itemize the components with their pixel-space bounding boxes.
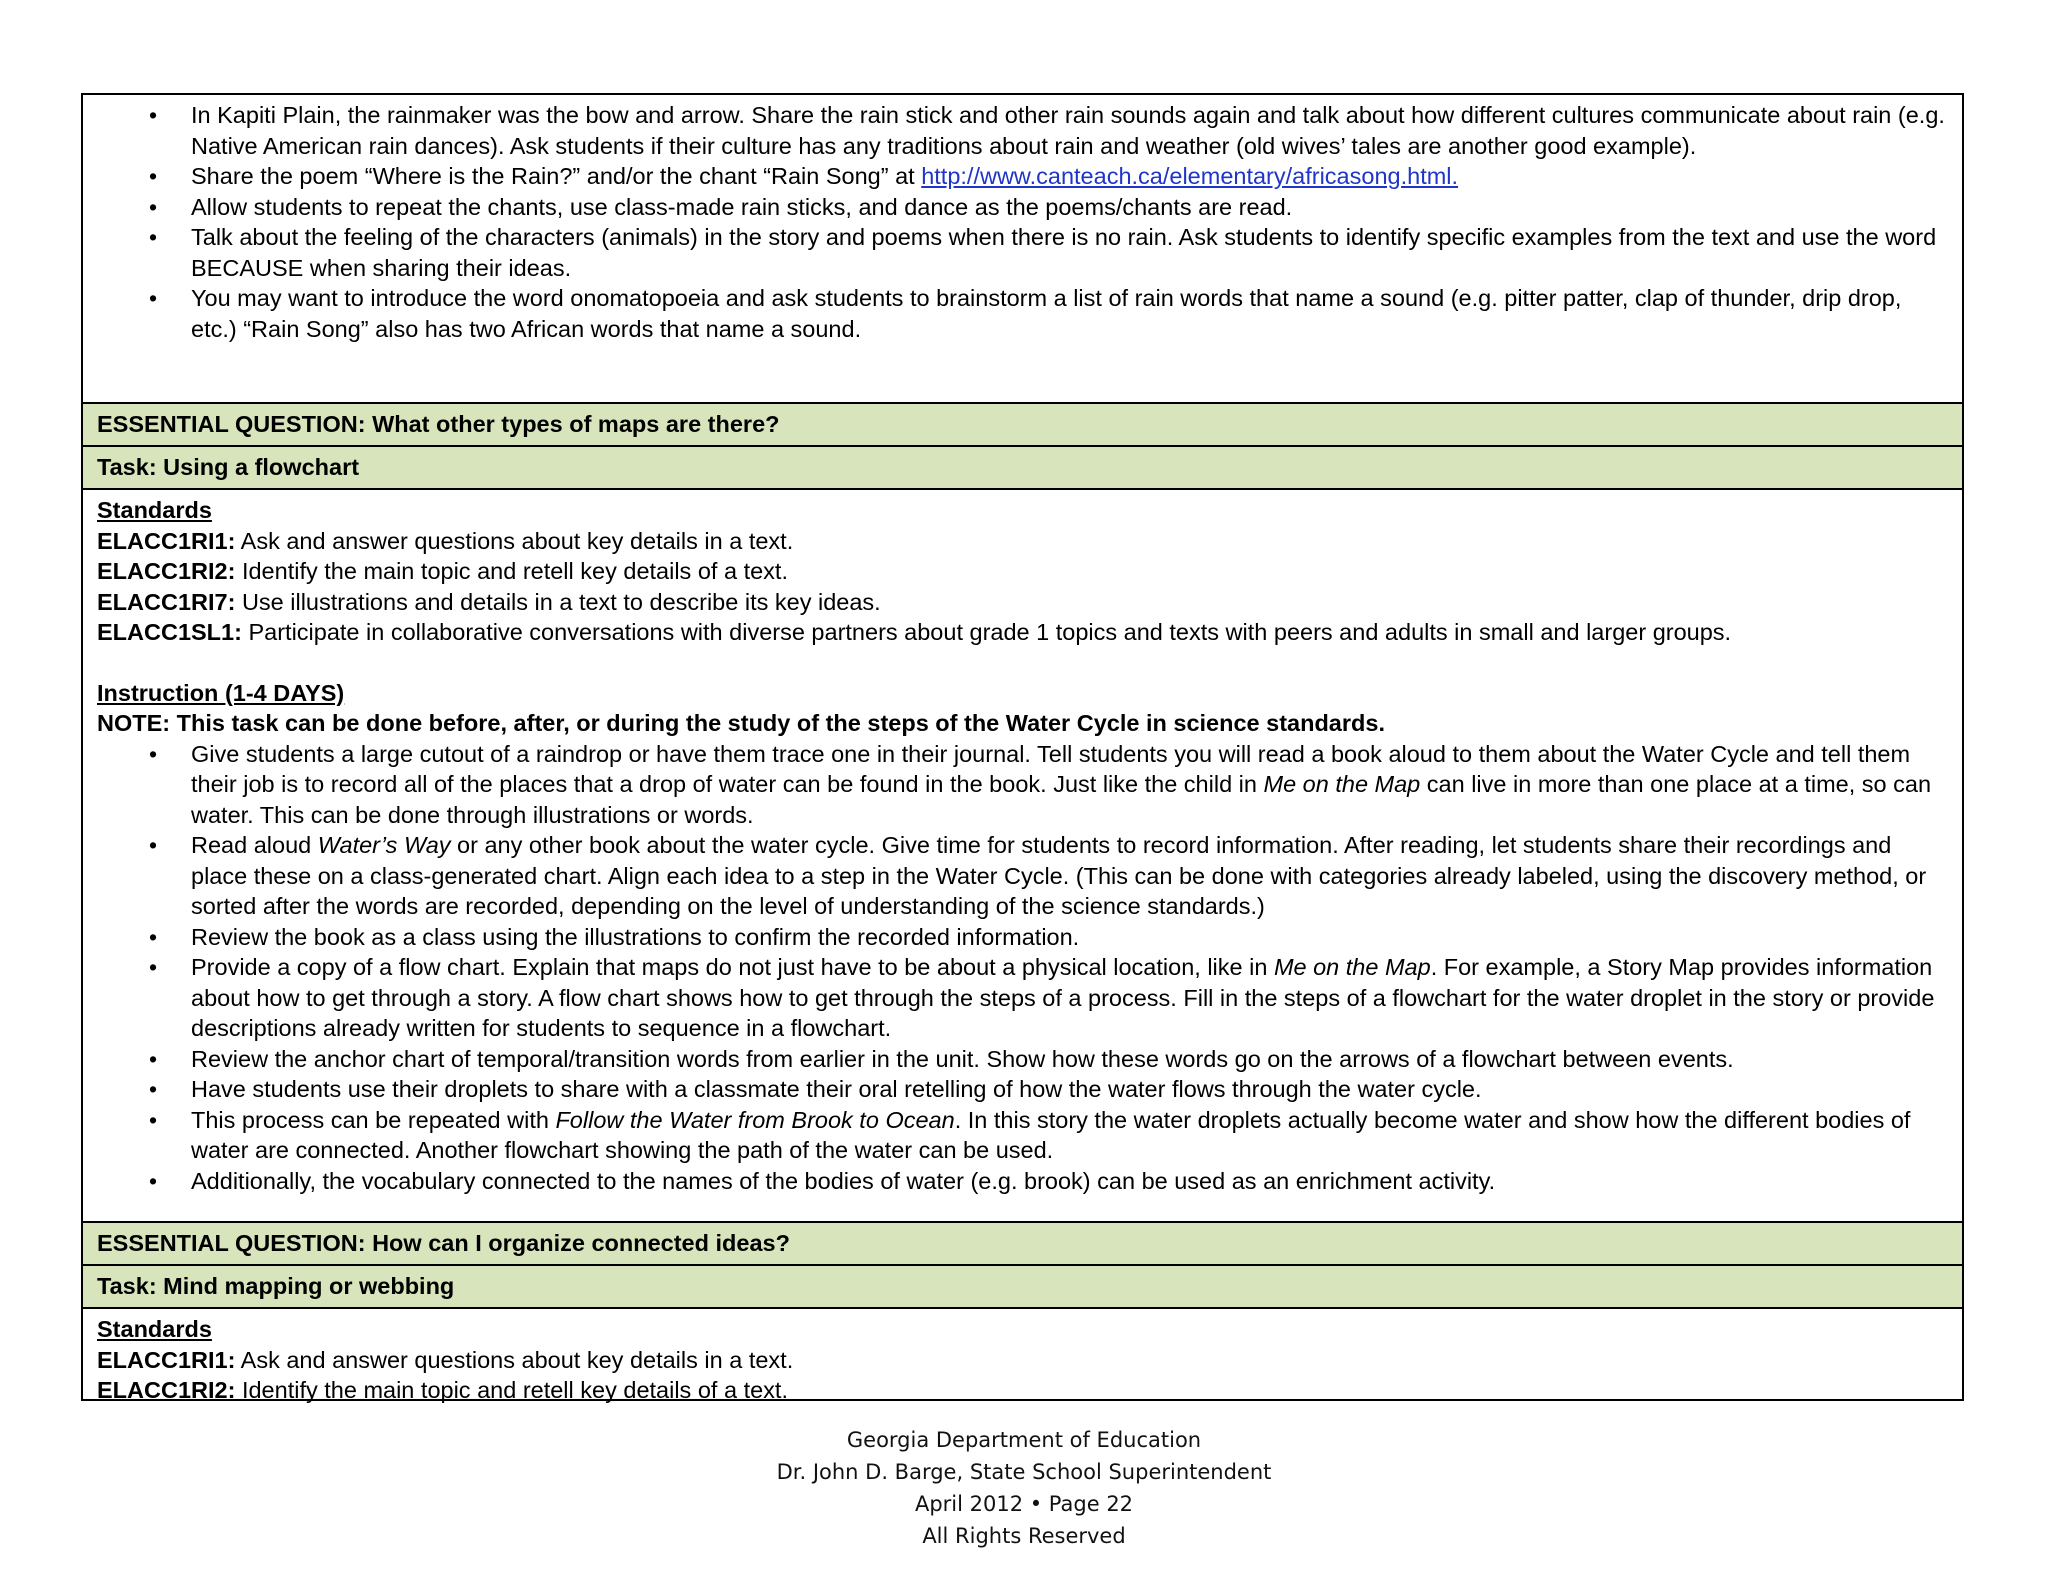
rain-song-link[interactable]: http://www.canteach.ca/elementary/africasong.html. [921, 163, 1459, 189]
activity-list [97, 100, 1950, 344]
standard-code: ELACC1RI2: [97, 558, 236, 584]
list-item: • You may want to introduce the word onomatopoeia and ask students to brainstorm a list of rain words that name a sound (e.g. pitter patter, clap of thunder, drip drop, etc.) “Rain Song” also has two African words that name a sound. [97, 283, 1950, 344]
page-footer [0, 1424, 2048, 1552]
list-item: • Review the anchor chart of temporal/transition words from earlier in the unit. Show how these words go on the arrows of a flowchart between events. [97, 1044, 1950, 1075]
text-run: . For example, a Story Map provides information about how to get through a story. A flow chart shows how to get through the steps of a process. Fill in the steps of a flowchart for the water droplet in the story or provide descriptions already written for students to sequence in a flowchart. [191, 954, 1935, 1041]
list-item [97, 161, 1950, 192]
book-title: Follow the Water from Brook to Ocean [555, 1106, 955, 1133]
standard-code: ELACC1SL1: [97, 619, 242, 645]
standard-code: ELACC1RI7: [97, 588, 236, 615]
footer-date-page: April 2012 • Page 22 [914, 1492, 1134, 1516]
footer-superintendent: Dr. John D. Barge, State School Superintendent [776, 1460, 1272, 1484]
text-run: Provide a copy of a flow chart. Explain that maps do not just have to be about a physical location, like in [191, 954, 1274, 980]
standards-heading: Standards [97, 1316, 212, 1342]
standard-text: Use illustrations and details in a text to describe its key ideas. [235, 588, 881, 615]
text-run: or any other book about the water cycle. Give time for students to record information. After reading, let students share their recordings and place these on a class-generated chart. Align each idea to a step in the Water Cycle. (This can be done with categories already labeled, using the discovery method, or sorted after the words are recorded, depending on the level of understanding of the science standards.) [191, 832, 1927, 919]
list-item: • Allow students to repeat the chants, use class-made rain sticks, and dance as the poems/chants are read. [97, 192, 1950, 223]
list-item [97, 952, 1950, 1044]
instruction-heading: Instruction (1-4 DAYS) [97, 679, 345, 706]
standard-text: Identify the main topic and retell key details of a text. [235, 1377, 788, 1403]
essential-question-row: ESSENTIAL QUESTION: How can I organize connected ideas? [83, 1223, 1962, 1266]
task-title-row: Task: Mind mapping or webbing [83, 1266, 1962, 1309]
task-note: NOTE: This task can be done before, after, or during the study of the steps of the Water Cycle in science standards. [97, 710, 1385, 736]
standards-heading: Standards [97, 497, 212, 523]
list-item: • Have students use their droplets to share with a classmate their oral retelling of how the water flows through the water cycle. [97, 1074, 1950, 1105]
standard-line [97, 1345, 1950, 1376]
book-title: Me on the Map [1273, 954, 1431, 980]
task-title-row: Task: Using a flowchart [83, 447, 1962, 490]
list-item [97, 830, 1950, 922]
footer-rights: All Rights Reserved [922, 1524, 1126, 1548]
poem-text: Share the poem “Where is the Rain?” and/or the chant “Rain Song” at [191, 163, 922, 189]
list-item [97, 1105, 1950, 1166]
activity-list-cell [83, 95, 1962, 404]
footer-department: Georgia Department of Education [846, 1428, 1202, 1452]
flowchart-task-cell [83, 490, 1962, 1223]
list-item: • Review the book as a class using the illustrations to confirm the recorded information. [97, 922, 1950, 953]
standard-line [97, 587, 1950, 618]
list-item: • In Kapiti Plain, the rainmaker was the bow and arrow. Share the rain stick and other rain sounds again and talk about how different cultures communicate about rain (e.g. Native American rain dances). Ask students if their culture has any traditions about rain and weather (old wives’ tales are another good example). [97, 100, 1950, 161]
book-title: Me on the Map [1263, 771, 1421, 797]
lesson-table [81, 93, 1964, 1401]
standard-line [97, 556, 1950, 587]
standard-line [97, 526, 1950, 557]
standard-code: ELACC1RI1: [97, 1346, 236, 1373]
book-title: Water’s Way [317, 832, 451, 858]
text-run: Read aloud [191, 832, 318, 858]
list-item: • Additionally, the vocabulary connected to the names of the bodies of water (e.g. brook) can be used as an enrichment activity. [97, 1166, 1950, 1197]
standard-line [97, 1375, 1950, 1406]
text-run: This process can be repeated with [191, 1106, 556, 1133]
standard-text: Ask and answer questions about key details in a text. [235, 1346, 794, 1373]
text-run: Give students a large cutout of a raindrop or have them trace one in their journal. Tell students you will read a book aloud to them about the Water Cycle and tell them their job is to record all of the places that a drop of water can be found in the book. Just like the child in [191, 740, 1911, 797]
standard-line [97, 617, 1950, 648]
instruction-list [97, 739, 1950, 1197]
text-run: . In this story the water droplets actually become water and show how the different bodies of water are connected. Another flowchart showing the path of the water can be used. [191, 1106, 1911, 1163]
standard-text: Ask and answer questions about key details in a text. [235, 527, 794, 554]
list-item [97, 739, 1950, 831]
standard-text: Identify the main topic and retell key details of a text. [235, 558, 788, 584]
standard-code: ELACC1RI2: [97, 1377, 236, 1403]
list-item: • Talk about the feeling of the characters (animals) in the story and poems when there is no rain. Ask students to identify specific examples from the text and use the word BECAUSE when sharing their ideas. [97, 222, 1950, 283]
mind-mapping-task-cell [83, 1309, 1962, 1403]
text-run: can live in more than one place at a time, so can water. This can be done through illustrations or words. [191, 771, 1932, 828]
standard-text: Participate in collaborative conversations with diverse partners about grade 1 topics and texts with peers and adults in small and larger groups. [241, 619, 1732, 645]
essential-question-row: ESSENTIAL QUESTION: What other types of maps are there? [83, 404, 1962, 447]
standard-code: ELACC1RI1: [97, 527, 236, 554]
